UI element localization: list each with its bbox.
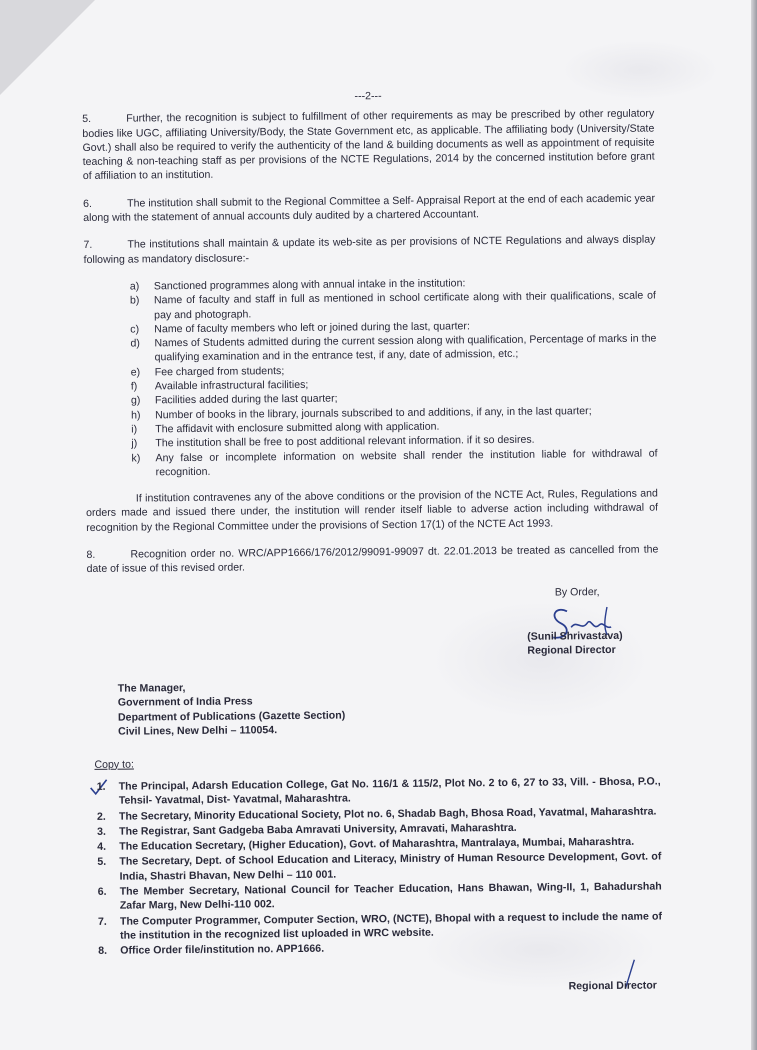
list-item-text: The Computer Programmer, Computer Section, WRO, (NCTE), Bhopal with a request to include the name of the institution in the recognized list uploaded in WRC website. (119, 910, 662, 942)
list-marker: 4. (97, 840, 107, 853)
list-marker: 3. (97, 825, 107, 838)
list-marker: 7. (97, 915, 107, 928)
list-marker: b) (129, 294, 140, 307)
final-signatory-title: Regional Director (568, 979, 657, 993)
paragraph-text: Further, the recognition is subject to fulfillment of other requirements as may be prescribed by other regulatory bodies like UGC, affiliating University/Body, the State Government etc, as applicable. The affiliating body (University/State Govt.) shall also be required to verify the authenticity of the land & building documents as well as appointment of requisite teaching & non-teaching staff as per provisions of the NCTE Regulations, 2014 by the concerned institution before grant of affiliation to an institution. (82, 107, 655, 183)
addressee-line: Department of Publications (Gazette Section) (117, 709, 346, 724)
list-item-text: Available infrastructural facilities; (154, 378, 309, 393)
list-item-text: Names of Students admitted during the current session along with qualification, Percentage of marks in the qualifying examination and in the entrance test, if any, date of admission, etc.; (154, 332, 657, 364)
list-item-text: The Secretary, Minority Educational Society, Plot no. 6, Shadab Bagh, Bhosa Road, Yavatmal, Maharashtra. (118, 805, 657, 823)
list-marker: j) (131, 437, 138, 450)
signer-title: Regional Director (527, 643, 616, 657)
list-item-text: Name of faculty members who left or joined during the last, quarter: (154, 320, 470, 336)
copy-to-list (89, 774, 663, 958)
page-edge-shadow (751, 0, 757, 1050)
list-marker: k) (131, 451, 141, 465)
list-item-text: The affidavit with enclosure submitted along with application. (155, 420, 440, 436)
list-marker: f) (130, 380, 138, 393)
paragraph-6 (83, 191, 655, 225)
addressee-line: Government of India Press (117, 695, 253, 709)
addressee-line: The Manager, (117, 681, 186, 695)
final-signature-block (90, 959, 662, 1004)
list-item-text: Office Order file/institution no. APP1666. (120, 942, 325, 957)
list-marker: d) (130, 337, 140, 350)
copy-to-heading: Copy to: (94, 758, 134, 771)
addressee-block (118, 676, 661, 739)
letter-body (82, 87, 663, 1005)
list-item (92, 909, 662, 943)
list-marker: c) (130, 323, 140, 336)
list-item-text: Name of faculty and staff in full as mentioned in school certificate along with their qualifications, scale of pay and photograph. (153, 289, 657, 321)
list-item (91, 850, 661, 884)
paragraph-number: 6. (83, 197, 92, 210)
list-item-text: Sanctioned programmes along with annual intake in the institution: (153, 277, 466, 293)
list-item (92, 879, 662, 913)
folded-corner (0, 0, 95, 95)
disclosure-list (84, 274, 658, 480)
list-marker: g) (130, 394, 141, 407)
list-marker: i) (131, 423, 138, 436)
list-item (91, 774, 661, 808)
list-item (131, 446, 657, 480)
list-item-text: The Secretary, Dept. of School Education and Literacy, Ministry of Human Resource Development, Govt. of India, Shastri Bhavan, New Delhi – 110 001. (119, 850, 662, 883)
paragraph-number: 8. (86, 548, 96, 561)
paragraph-text: The institution shall submit to the Regional Committee a Self- Appraisal Report at the end of each academic year along with the statement of annual accounts duly audited by a chartered Accountant. (83, 192, 656, 225)
page-number: ---2--- (354, 90, 382, 103)
by-order-text: By Order, (554, 585, 600, 599)
list-marker: 5. (97, 856, 107, 869)
paragraph-8 (86, 543, 658, 577)
signer-name: (Sunil Shrivastava) (527, 629, 623, 643)
list-item-text: Any false or incomplete information on website shall render the institution liable for withdrawal of recognition. (155, 447, 658, 479)
paragraph-text: Recognition order no. WRC/APP1666/176/2012/99091-99097 dt. 22.01.2013 be treated as cancelled from the date of issue of this revised order. (86, 543, 659, 576)
signature-block (87, 584, 660, 681)
list-marker: a) (129, 280, 140, 293)
paragraph-number: 7. (83, 239, 93, 252)
list-item-text: The institution shall be free to post additional relevant information. if it so desires. (155, 433, 535, 450)
list-marker: h) (131, 409, 141, 422)
list-item-text: Number of books in the library, journals subscribed to and additions, if any, in the last quarter; (155, 404, 592, 421)
list-marker: 6. (97, 885, 107, 898)
list-item-text: Fee charged from students; (154, 364, 285, 379)
list-item-text: The Member Secretary, National Council for Teacher Education, Hans Bhawan, Wing-II, 1, Bahadurshah Zafar Marg, New Delhi-110 002. (119, 880, 662, 912)
addressee-line: Civil Lines, New Delhi – 110054. (118, 724, 278, 738)
list-marker: e) (130, 366, 141, 379)
list-item-text: Facilities added during the last quarter; (154, 392, 338, 407)
contravention-paragraph: If institution contravenes any of the above conditions or the provision of the NCTE Act, Rules, Regulations and orders made and issued there under, the institution will render itself liable to adverse action including withdrawal of recognition by the Regional Committee under the provisions of Section 17(1) of the NCTE Act 1993. (85, 487, 659, 534)
list-item-text: The Education Secretary, (Higher Education), Govt. of Maharashtra, Mantralaya, Mumbai, Maharashtra. (119, 835, 635, 853)
list-marker: 8. (98, 944, 108, 958)
paragraph-5 (82, 107, 655, 184)
list-item-text: The Registrar, Sant Gadgeba Baba Amravati University, Amravati, Maharashtra. (119, 821, 517, 838)
paragraph-text: The institutions shall maintain & update its web-site as per provisions of NCTE Regulations and always display following as mandatory disclosure:- (83, 233, 656, 266)
list-item-text: The Principal, Adarsh Education College, Gat No. 116/1 & 115/2, Plot No. 2 to 6, 27 to 33, Vill. - Bhosa, P.O., Tehsil- Yavatmal, Dist- Yavatmal, Maharashtra. (118, 775, 661, 807)
list-marker: 2. (96, 810, 106, 823)
list-marker: 1. (96, 780, 106, 793)
paragraph-7 (83, 233, 655, 267)
paragraph-number: 5. (82, 113, 92, 126)
